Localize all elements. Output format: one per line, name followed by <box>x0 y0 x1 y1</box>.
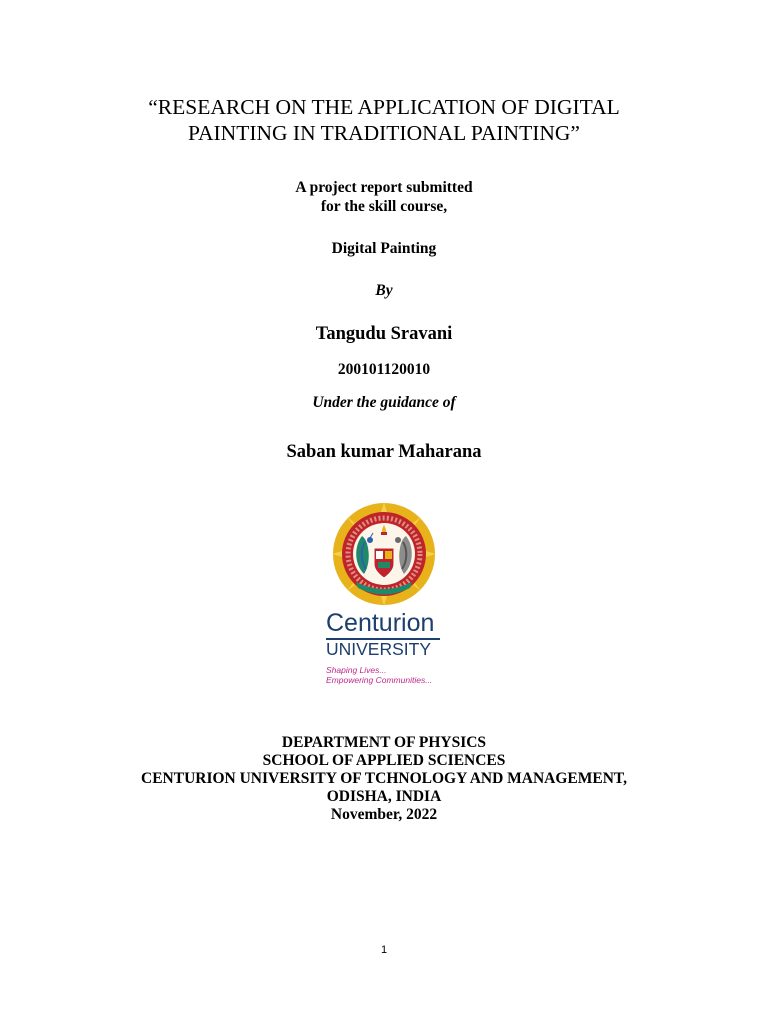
author-name: Tangudu Sravani <box>315 324 453 344</box>
submission-line-2: for the skill course, <box>320 198 448 215</box>
logo-tagline-1: Shaping Lives... <box>326 665 387 675</box>
department-line-1: DEPARTMENT OF PHYSICS <box>281 734 487 751</box>
department-line-3: CENTURION UNIVERSITY OF TCHNOLOGY AND MANAGEMENT, <box>141 770 627 787</box>
page-number: 1 <box>380 944 388 956</box>
logo-tagline-2: Empowering Communities... <box>326 675 433 685</box>
title-line-1: “RESEARCH ON THE APPLICATION OF DIGITAL <box>148 95 620 119</box>
by-label: By <box>375 282 393 299</box>
university-emblem-icon <box>332 502 436 606</box>
report-title <box>0 94 768 146</box>
guidance-label: Under the guidance of <box>312 394 456 411</box>
university-logo <box>322 502 446 688</box>
course-name: Digital Painting <box>331 240 437 257</box>
logo-subname: UNIVERSITY <box>326 639 432 659</box>
department-line-5: November, 2022 <box>330 806 438 823</box>
guide-name: Saban kumar Maharana <box>286 442 482 462</box>
department-line-4: ODISHA, INDIA <box>326 788 442 805</box>
author-id: 200101120010 <box>337 361 431 378</box>
department-line-2: SCHOOL OF APPLIED SCIENCES <box>262 752 506 769</box>
department-block <box>0 734 768 824</box>
title-line-2: PAINTING IN TRADITIONAL PAINTING” <box>188 121 580 145</box>
submission-line-1: A project report submitted <box>295 179 473 196</box>
logo-wordmark: Centurion <box>326 609 435 637</box>
